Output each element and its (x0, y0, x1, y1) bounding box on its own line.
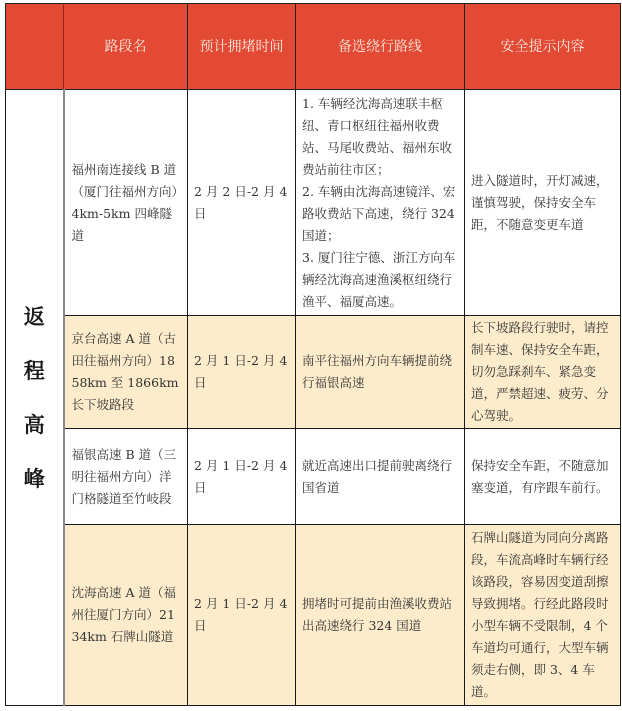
detour-item: 1. 车辆经沈海高速联丰枢纽、青口枢纽往福州收费站、马尾收费站、福州东收费站前往市区； (302, 95, 453, 177)
header-corner (6, 4, 64, 90)
detour-route-cell: 南平往福州方向车辆提前绕行福银高速 (296, 316, 465, 429)
group-label-return-peak (6, 90, 64, 706)
section-name-cell: 福州南连接线 B 道（厦门往福州方向）4km-5km 四峰隧道 (64, 90, 188, 316)
header-row (6, 4, 621, 90)
congestion-time-cell: 2 月 1 日-2 月 4 日 (188, 429, 296, 525)
safety-tips-cell: 石牌山隧道为同向分离路段，车流高峰时车辆行经该路段，容易因变道刮擦导致拥堵。行经此路段时小型车辆不受限制，4 个车道均可通行，大型车辆须走右侧，即 3、4 车道。 (465, 525, 621, 706)
table-row (6, 525, 621, 706)
congestion-time-cell: 2 月 1 日-2 月 4 日 (188, 316, 296, 429)
header-detour-route: 备选绕行路线 (296, 4, 465, 90)
detour-route-cell (296, 90, 465, 316)
section-name-cell: 福银高速 B 道（三明往福州方向）洋门格隧道至竹岐段 (64, 429, 188, 525)
congestion-table (5, 3, 621, 706)
group-label-char: 高 (23, 411, 45, 437)
safety-tips-cell: 进入隧道时，开灯减速，谨慎驾驶，保持安全车距，不随意变更车道 (465, 90, 621, 316)
detour-item: 3. 厦门往宁德、浙江方向车辆经沈海高速渔溪枢纽绕行渔平、福厦高速。 (302, 249, 456, 309)
section-name-cell: 京台高速 A 道（古田往福州方向）1858km 至 1866km 长下坡路段 (64, 316, 188, 429)
safety-tips-cell: 保持安全车距，不随意加塞变道，有序跟车前行。 (465, 429, 621, 525)
table-row (6, 90, 621, 316)
header-safety-tips: 安全提示内容 (465, 4, 621, 90)
table-row (6, 316, 621, 429)
congestion-time-cell: 2 月 2 日-2 月 4 日 (188, 90, 296, 316)
header-section-name: 路段名 (64, 4, 188, 90)
detour-route-cell: 拥堵时可提前由渔溪收费站出高速绕行 324 国道 (296, 525, 465, 706)
section-name-cell: 沈海高速 A 道（福州往厦门方向）2134km 石牌山隧道 (64, 525, 188, 706)
group-label-char: 峰 (23, 465, 45, 491)
congestion-time-cell: 2 月 1 日-2 月 4 日 (188, 525, 296, 706)
detour-route-cell: 就近高速出口提前驶离绕行国省道 (296, 429, 465, 525)
group-label-char: 返 (23, 303, 45, 329)
group-label-char: 程 (23, 357, 45, 383)
header-congestion-time: 预计拥堵时间 (188, 4, 296, 90)
detour-item: 2. 车辆由沈海高速镜洋、宏路收费站下高速，绕行 324 国道； (302, 183, 456, 243)
table-row (6, 429, 621, 525)
safety-tips-cell: 长下坡路段行驶时，请控制车速、保持安全车距，切勿急踩刹车、紧急变道，严禁超速、疲劳、分心驾驶。 (465, 316, 621, 429)
